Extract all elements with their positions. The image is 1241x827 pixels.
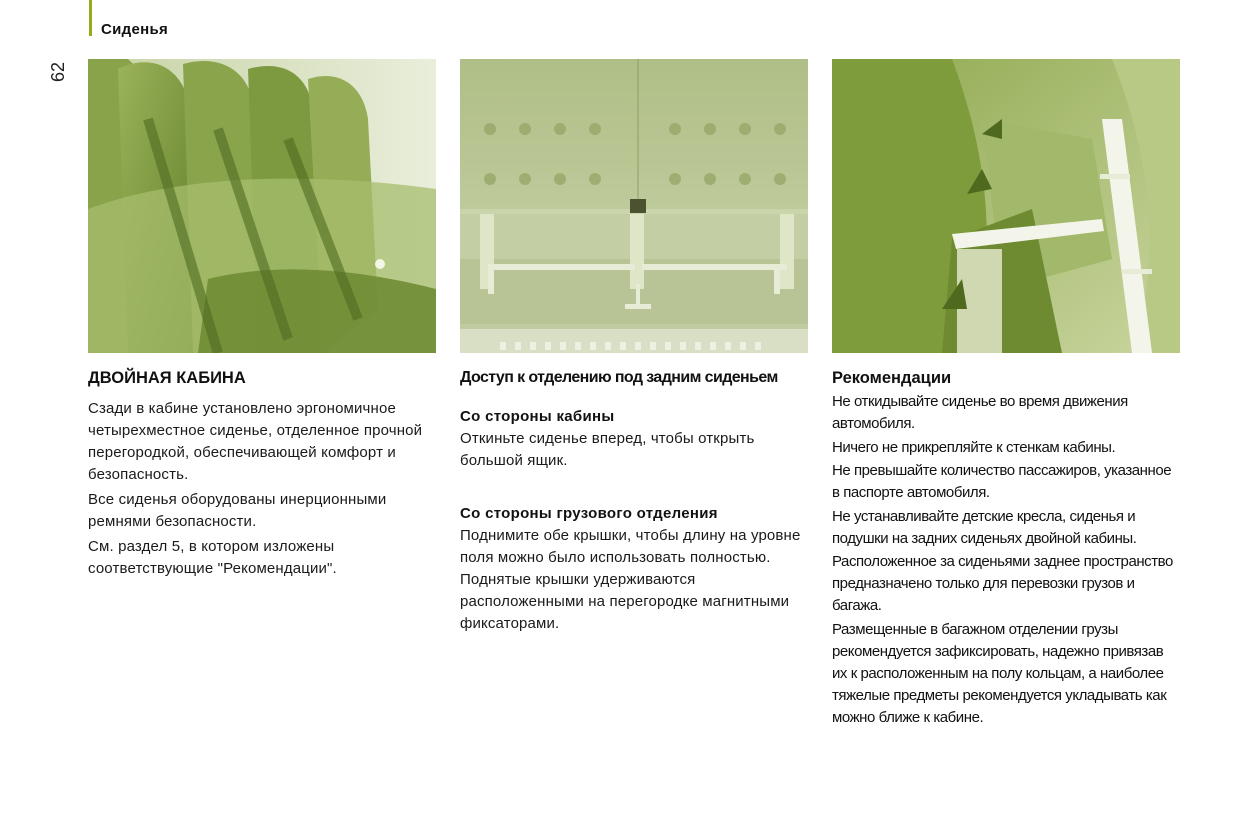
recommendation-item: Не превышайте количество пассажиров, указанное в паспорте автомобиля. [832, 462, 1172, 501]
double-cab-title: ДВОЙНАЯ КАБИНА [88, 369, 246, 387]
header-accent-bar [89, 0, 92, 36]
under-seat-access-title: Доступ к отделению под задним сиденьем [460, 369, 778, 386]
recommendation-item: Не устанавливайте детские кресла, сиденья и подушки на задних сиденьях двойной кабины. [832, 507, 1137, 547]
rear-seat-illustration [88, 59, 436, 353]
recommendation-item: Размещенные в багажном отделении грузы рекомендуется зафиксировать, надежно привязав их к расположенным на полу кольцам, а наиболее тяжелые предметы рекомендуется укладывать как можно ближе к кабине. [832, 620, 1167, 726]
double-cab-paragraph: Все сиденья оборудованы инерционными ремнями безопасности. [88, 491, 387, 530]
double-cab-paragraph: Сзади в кабине установлено эргономичное четырехместное сиденье, отделенное прочной перегородкой, обеспечивающей комфорт и безопасность. [88, 400, 423, 483]
recommendation-item: Ничего не прикрепляйте к стенкам кабины. [832, 438, 1116, 456]
recommendation-item: Расположенное за сиденьями заднее пространство предназначено только для перевозки грузов и багажа. [832, 553, 1173, 614]
cabin-side-heading: Со стороны кабины [460, 408, 615, 425]
cargo-side-text: Поднимите обе крышки, чтобы длину на уровне поля можно было использовать полностью. Поднятые крышки удерживаются расположенными на перегородке магнитными фиксаторами. [460, 527, 801, 632]
double-cab-paragraph: См. раздел 5, в котором изложены соответствующие "Рекомендации". [88, 538, 337, 577]
recommendation-item: Не откидывайте сиденье во время движения автомобиля. [832, 393, 1128, 432]
section-title: Сиденья [101, 21, 169, 38]
cabin-side-text: Откиньте сиденье вперед, чтобы открыть большой ящик. [460, 430, 755, 469]
under-seat-compartment-illustration [460, 59, 808, 353]
page-number: 62 [48, 61, 68, 83]
column-under-seat-access [460, 59, 808, 635]
cargo-side-heading: Со стороны грузового отделения [460, 505, 718, 522]
recommendations-title: Рекомендации [832, 369, 952, 387]
cargo-partition-illustration [832, 59, 1180, 353]
column-double-cab [88, 59, 436, 580]
column-recommendations [832, 59, 1180, 729]
